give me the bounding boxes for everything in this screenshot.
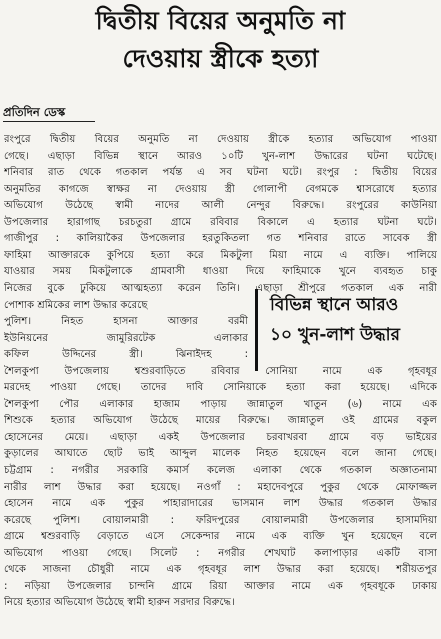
body-line: করেছে পুলিশ। বোয়ালমারী : ফরিদপুরের বোয়ালমারী উপজেলার হাসামদিয়া xyxy=(4,514,437,526)
body-line: হোসেন নামে এক পুকুর পাহারাদারের ভাসমান লাশ উদ্ধার গতকাল উদ্ধার xyxy=(4,498,437,510)
body-line: গেছে। এছাড়া বিভিন্ন স্থানে আরও ১০টি খুন-লাশ উদ্ধারের ঘটনা ঘটেছে। xyxy=(4,150,437,162)
byline: প্রতিদিন ডেস্ক xyxy=(3,105,66,119)
body-line: থেকে সাজনা চৌধুরী নামে এক গৃহবধূর লাশ উদ্ধার করা হয়েছে। শরীয়তপুর xyxy=(4,564,437,576)
body-line: নিজের বুকে ঢুকিয়ে আত্মহত্যা করেন তিনি। এছাড়া শ্রীপুরে গতকাল এক নারী xyxy=(4,282,437,294)
headline-line-2: দেওয়ায় স্ত্রীকে হত্যা xyxy=(122,44,319,73)
body-line: রংপুরে দ্বিতীয় বিয়ের অনুমতি না দেওয়ায় স্ত্রীকে হত্যার অভিযোগ পাওয়া xyxy=(4,134,437,145)
body-line: অভিযোগ উঠেছে স্বামী নাদের আলী নেন্দুর বিরুদ্ধে। রংপুরের কাউনিয়া xyxy=(4,200,437,212)
body-line: নারীর লাশ উদ্ধার করা হয়েছে। নওগাঁ : মহাদেবপুরে পুকুর থেকে মোফাজ্জল xyxy=(4,481,437,493)
headline-line-1: দ্বিতীয় বিয়ের অনুমতি না xyxy=(95,6,346,35)
body-line: নিয়ে হত্যার অভিযোগ উঠেছে স্বামী হারুন সরদার বিরুদ্ধে। xyxy=(4,597,235,609)
byline-underline xyxy=(3,121,95,122)
body-line: শনিবার রাত থেকে গতকাল পর্যন্ত এ সব ঘটনা ঘটে। রংপুর : দ্বিতীয় বিয়ের xyxy=(4,167,437,179)
body-line: কফিল উদ্দিনের স্ত্রী। ঝিনাইদহ : xyxy=(4,349,248,361)
body-line: উপজেলার হারাগাছ চরচতুরা গ্রামে রবিবার বিকালে এ হত্যার ঘটনা ঘটে। xyxy=(4,216,437,228)
body-line: যাওয়ার সময় মিকটুলাকে গ্রামবাসী ধাওয়া দিয়ে ফাহিমাকে খুনে ব্যবহৃত চাকু xyxy=(4,266,437,278)
body-line: শিশুকে হত্যার অভিযোগ উঠেছে মায়ের বিরুদ্ধে। জান্নাতুল ওই গ্রামের বকুল xyxy=(4,415,437,427)
body-line: পুলিশ। নিহত হাসনা আক্তার বরমী xyxy=(4,316,248,328)
body-line: শৈলকুপা উপজেলায় শ্বশুরবাড়িতে রবিবার সোনিয়া নামে এক গৃহবধূর xyxy=(4,365,437,377)
body-line: অনুমতির কাগজে স্বাক্ষর না দেওয়ায় স্ত্রী গোলাপী বেগমকে শ্বাসরোধে হত্যার xyxy=(4,183,437,195)
body-line: গাজীপুর : কালিয়াকৈর উপজেলার হরতুকিতলা গত শনিবার রাতে সাবেক স্ত্রী xyxy=(4,233,437,245)
subheadline-line-1: বিভিন্ন স্থানে আরও xyxy=(270,295,399,315)
body-line: চট্টগ্রাম : নগরীর সরকারি কমার্স কলেজ এলাকা থেকে গতকাল অজ্ঞাতনামা xyxy=(4,465,437,476)
body-line: অভিযোগ পাওয়া গেছে। সিলেট : নগরীর শেখঘাট কলাপাড়ার একটি বাসা xyxy=(4,547,437,559)
body-line: ফাহিমা আক্তারকে কুপিয়ে হত্যা করে মিকটুলা মিয়া নামে এ ব্যক্তি। পালিয়ে xyxy=(4,249,437,261)
subheadline-line-2: ১০ খুন-লাশ উদ্ধার xyxy=(270,325,400,345)
body-line: মরদেহ পাওয়া গেছে। তাদের দাবি সোনিয়াকে হত্যা করা হয়েছে। এদিকে xyxy=(4,382,437,394)
body-line: পোশাক শ্রমিকের লাশ উদ্ধার করেছে xyxy=(4,299,148,311)
body-line: ইউনিয়নের জামুরিরটেক এলাকার xyxy=(4,332,248,344)
body-line: হোসেনের মেয়ে। এছাড়া একই উপজেলার চরবাখরবা গ্রামে বড় ভাইয়ের xyxy=(4,431,437,443)
body-line: : নড়িয়া উপজেলার চান্দনি গ্রামে রিয়া আক্তার নামে এক গৃহবধূকে ঢাকায় xyxy=(4,580,437,592)
body-line: শৈলকুপা পৌর এলাকার হাজাম পাড়ায় জান্নাতুল খাতুন (৬) নামে এক xyxy=(4,398,437,410)
body-line: কুড়ালের আঘাতে ছোট ভাই আব্দুল মালেক নিহত হয়েছেন বলে জানা গেছে। xyxy=(4,448,437,460)
body-line: গ্রামে শ্বশুরবাড়ি বেড়াতে এসে সেকেন্দার নামে এক ব্যক্তি খুন হয়েছেন বলে xyxy=(4,531,437,543)
